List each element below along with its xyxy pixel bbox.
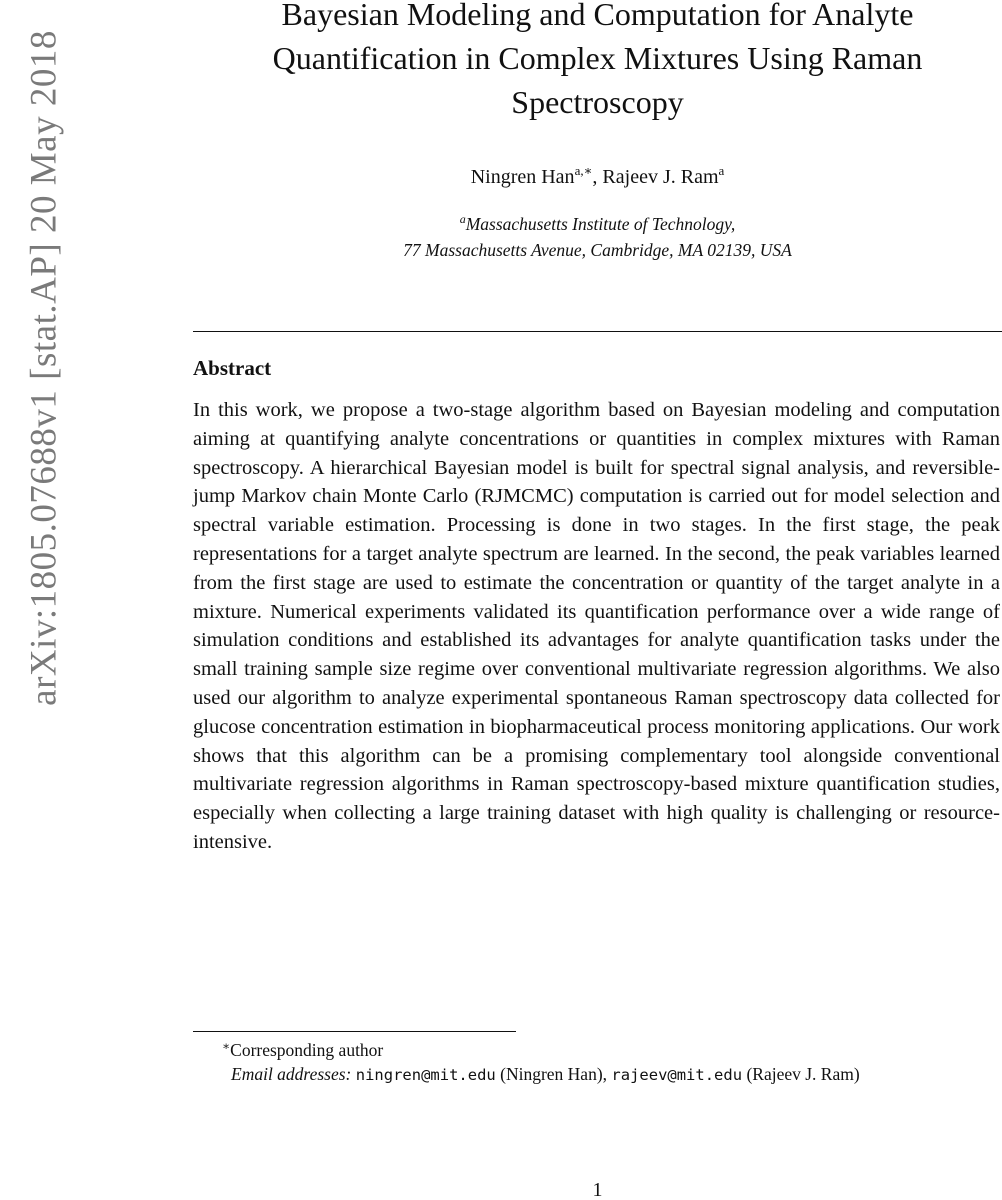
corresponding-mark: ∗	[222, 1039, 231, 1053]
email-link-1[interactable]: ningren@mit.edu	[355, 1066, 496, 1084]
author-2-affiliation-mark: a	[718, 163, 725, 178]
affiliation-line-1	[193, 211, 1002, 237]
footnotes	[193, 1038, 973, 1087]
title-line-2: Quantification in Complex Mixtures Using Raman	[272, 40, 923, 76]
email-2-owner: (Rajeev J. Ram)	[742, 1064, 860, 1084]
title-line-1: Bayesian Modeling and Computation for Analyte	[281, 0, 914, 32]
title-line-3: Spectroscopy	[511, 84, 684, 120]
arxiv-side-stamp	[0, 0, 65, 706]
footnote-rule	[193, 1031, 516, 1032]
abstract-top-rule	[193, 331, 1002, 332]
abstract-heading: Abstract	[193, 356, 272, 380]
author-1-affiliation-mark: a,∗	[574, 163, 593, 178]
email-label: Email addresses:	[231, 1064, 352, 1084]
affiliation-mark: a	[459, 212, 466, 226]
affiliation-institution: Massachusetts Institute of Technology,	[465, 214, 736, 234]
arxiv-identifier: arXiv:1805.07688v1 [stat.AP] 20 May 2018	[23, 30, 65, 706]
author-2-name: Rajeev J. Ram	[602, 166, 719, 188]
email-1-owner: (Ningren Han),	[495, 1064, 612, 1084]
author-1-name: Ningren Han	[470, 166, 575, 188]
author-separator: ,	[592, 166, 603, 188]
email-link-2[interactable]: rajeev@mit.edu	[611, 1066, 743, 1084]
page-number: 1	[592, 1179, 603, 1200]
abstract-body: In this work, we propose a two-stage algorithm based on Bayesian modeling and computation aiming at quantifying analyte concentrations or quantities in complex mixtures with Raman spectroscopy. A hierarchical Bayesian model is built for spectral signal analysis, and reversible-jump Markov chain Monte Carlo (RJMCMC) computation is carried out for model selection and spectral variable estimation. Processing is done in two stages. In the first stage, the peak representations for a target analyte spectrum are learned. In the second, the peak variables learned from the first stage are used to estimate the concentration or quantity of the target analyte in a mixture. Numerical experiments validated its quantification performance over a wide range of simulation conditions and established its advantages for analyte quantification tasks under the small training sample size regime over conventional multivariate regression algorithms. We also used our algorithm to analyze experimental spontaneous Raman spectroscopy data collected for glucose concentration estimation in biopharmaceutical process monitoring applications. Our work shows that this algorithm can be a promising complementary tool alongside conventional multivariate regression algorithms in Raman spectroscopy-based mixture quantification studies, especially when collecting a large training dataset with high quality is challenging or resource-intensive.	[193, 399, 1000, 853]
author-list	[193, 164, 1002, 190]
corresponding-text: Corresponding author	[230, 1040, 384, 1060]
email-footnote	[193, 1062, 973, 1087]
paper-title	[193, 0, 1002, 124]
corresponding-author-footnote	[193, 1038, 973, 1062]
affiliation-block	[193, 211, 1002, 263]
affiliation-line-2: 77 Massachusetts Avenue, Cambridge, MA 02139, USA	[403, 240, 792, 260]
